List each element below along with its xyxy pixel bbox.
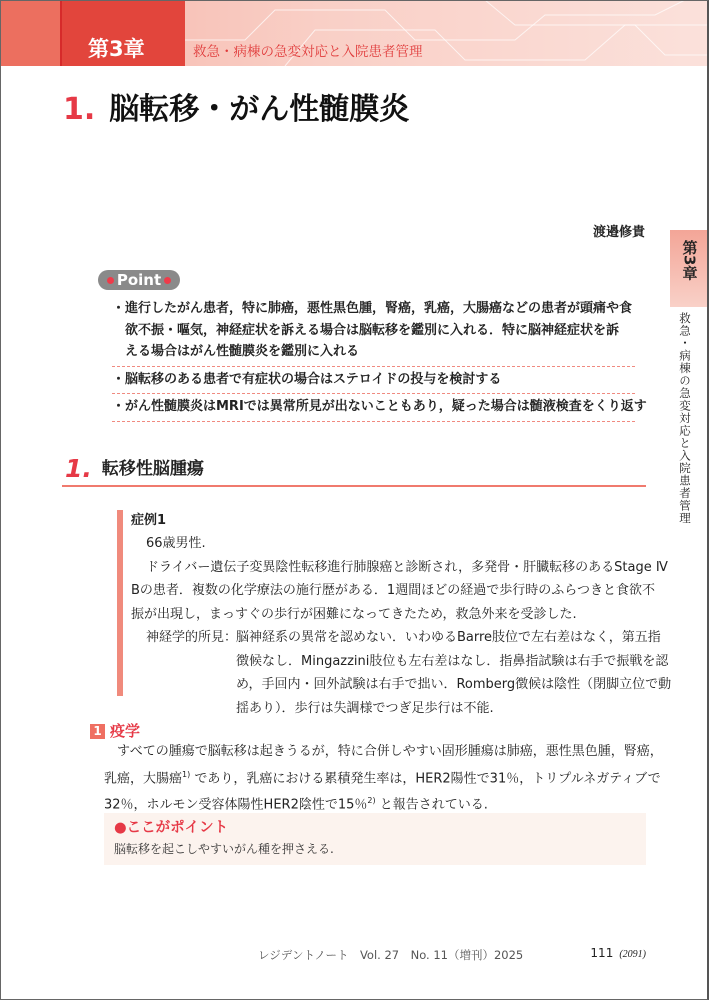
point-line: ・がん性髄膜炎はMRIでは異常所見が出ないこともあり，疑った場合は髄液検査をくり返す (112, 399, 647, 414)
total-page-number: (2091) (619, 949, 646, 960)
text: と報告されている. (379, 797, 488, 813)
dot-icon (107, 277, 114, 284)
case-history-line: Bの患者．複数の化学療法の施行歴がある．1週間ほどの経過で歩行時のふらつきと食欲不 (131, 583, 656, 598)
section-title: 転移性脳腫瘍 (101, 459, 204, 479)
subsection-heading (90, 720, 140, 741)
page-number-value: 111 (590, 946, 614, 960)
reference-link[interactable]: 2) (367, 796, 376, 806)
text-line (104, 764, 661, 791)
section-heading (62, 454, 646, 487)
page-title (63, 84, 409, 128)
side-chapter-label: 第3章 (680, 240, 699, 281)
epidemiology-paragraph (104, 741, 663, 817)
neuro-label: 神経学的所見： (146, 630, 238, 645)
point-item (112, 394, 647, 422)
chapter-subtitle: 救急・病棟の急変対応と入院患者管理 (193, 44, 423, 60)
point-list (112, 296, 647, 422)
dot-icon (164, 277, 171, 284)
point-item (112, 296, 635, 367)
key-point-box (104, 813, 646, 865)
case-age: 66歳男性. (146, 536, 206, 551)
neuro-line: 揺あり）．歩行は失調様でつぎ足歩行は不能. (236, 700, 494, 716)
point-label: Point (116, 271, 162, 289)
case-box (117, 510, 672, 716)
point-item (112, 367, 635, 395)
case-heading: 症例1 (131, 513, 167, 528)
text: 32％，ホルモン受容体陽性HER2陰性で15％ (104, 797, 368, 813)
section-number: 1. (65, 454, 92, 483)
side-chapter-tab (670, 230, 709, 307)
text: であり，乳癌における累積発生率は，HER2陽性で31％，トリプルネガティブで (194, 770, 661, 786)
author: 渡邉修貴 (592, 225, 645, 240)
title-number: 1. (63, 92, 96, 127)
subsection-title: 疫学 (110, 722, 141, 740)
text-line: すべての腫瘍で脳転移は起きうるが，特に合併しやすい固形腫瘍は肺癌，悪性黒色腫，腎癌， (117, 744, 663, 759)
footer-journal: レジデントノート Vol. 27 No. 11（増刊）2025 (258, 948, 524, 962)
case-history-line: 振が出現し，まっすぐの歩行が困難になってきたため，救急外来を受診した. (131, 606, 577, 622)
case-history-line: ドライバー遺伝子変異陰性転移進行肺腺癌と診断され，多発骨・肝臓転移のあるStage Ⅳ (146, 559, 668, 575)
reference-link[interactable]: 1) (182, 769, 191, 779)
point-badge (98, 270, 180, 290)
subsection-number: 1 (90, 724, 105, 739)
point-line: 欲不振・嘔気，神経症状を訴える場合は脳転移を鑑別に入れる．特に脳神経症状を訴 (125, 322, 620, 338)
point-line: ・脳転移のある患者で有症状の場合はステロイドの投与を検討する (112, 371, 502, 387)
neuro-line: め，手回内・回外試験は右手で拙い．Romberg徴候は陰性（閉脚立位で動 (236, 677, 672, 692)
neuro-findings (131, 626, 672, 720)
point-line: ・進行したがん患者，特に肺癌，悪性黒色腫，腎癌，乳癌，大腸癌などの患者が頭痛や食 (112, 301, 633, 316)
title-text: 脳転移・がん性髄膜炎 (109, 92, 410, 127)
neuro-line: 徴候なし．Mingazzini肢位も左右差はなし．指鼻指試験は右手で振戦を認 (236, 653, 669, 669)
point-line: える場合はがん性髄膜炎を鑑別に入れる (125, 344, 360, 359)
chapter-number: 第3章 (88, 37, 145, 61)
page-number (590, 946, 646, 960)
side-chapter-subtitle: 救急・病棟の急変対応と入院患者管理 (678, 312, 692, 525)
neuro-line: 脳神経系の異常を認めない．いわゆるBarre肢位で左右差はなく，第五指 (236, 630, 661, 645)
key-point-body: 脳転移を起こしやすいがん種を押さえる. (114, 842, 334, 856)
text: 乳癌，大腸癌 (104, 770, 183, 786)
header-accent-block (0, 0, 60, 66)
key-point-heading: ●ここがポイント (114, 820, 229, 836)
